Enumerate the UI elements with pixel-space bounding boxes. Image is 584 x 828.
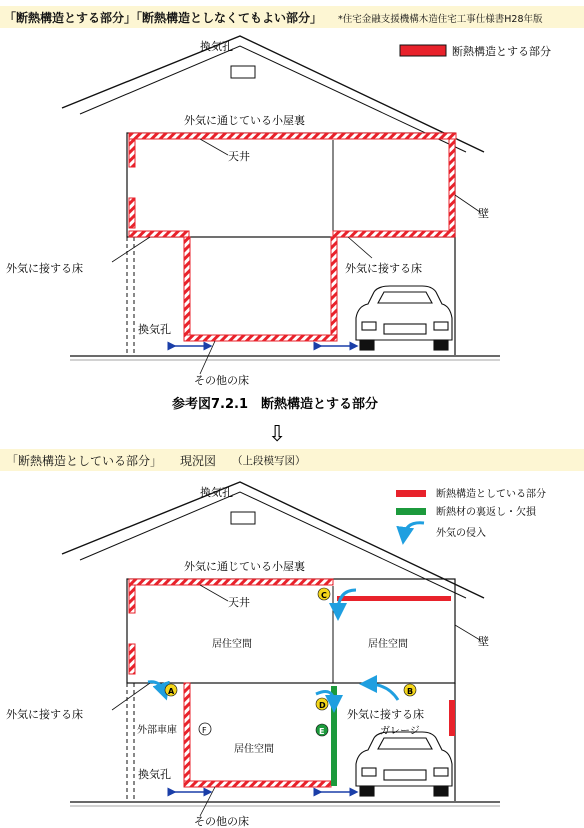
svg-text:F: F [202,726,207,735]
fig1-other-floor-label: その他の床 [194,374,249,387]
fig1-ins-left-wall-a [129,139,135,167]
fig2-ins-upper-right [337,596,451,601]
fig2-floor-left-label: 外気に接する床 [6,708,83,721]
fig2-car-icon [356,732,452,796]
svg-text:A: A [168,687,175,696]
fig1-attic-label: 外気に通じている小屋裏 [184,114,305,127]
section2-subtitle: 現況図 [180,454,217,468]
fig2-living-upper-left: 居住空間 [212,639,252,650]
fig1-ceiling-label: 天井 [228,150,250,163]
fig1-vent-top-label: 換気孔 [200,40,233,53]
fig1-wall-label: 壁 [478,207,489,220]
roof2-vent [231,512,255,524]
section2-title: 「断熱構造としている部分」 [6,454,163,468]
fig1-ins-lower-right [331,237,337,341]
transition-arrow-icon: ⇩ [268,422,287,447]
fig2-vent-bottom-label: 換気孔 [138,768,171,781]
fig2-ins-left-wall-a [129,585,135,613]
fig2-wall-leader [455,625,480,640]
legend2-reversed-swatch [396,508,426,515]
fig1-floor-right-leader [348,237,372,258]
fig2-wall-label: 壁 [478,635,489,648]
figure1 [6,36,551,412]
fig2-ins-ground-floor [184,781,331,787]
marker-a [165,684,177,696]
fig1-wall-leader [455,195,480,212]
fig2-living-lower: 居住空間 [234,744,274,755]
fig2-attic-label: 外気に通じている小屋裏 [184,560,305,573]
svg-text:C: C [321,591,327,600]
fig1-ins-ground-floor [184,335,337,341]
fig2-garage-label: ガレージ [380,726,420,737]
fig1-ins-ceiling [129,133,456,139]
fig2-ceiling-leader [200,585,228,601]
legend1-label: 断熱構造とする部分 [452,45,551,58]
fig1-ins-floor-left [129,231,189,237]
fig1-upper-floor [127,133,455,237]
fig1-floor-right-label: 外気に接する床 [345,262,422,275]
fig1-floor-left-leader [112,237,150,262]
marker-e [316,724,328,736]
legend2-air-arrow-icon [404,523,424,536]
fig2-upper-floor [127,579,455,683]
fig1-ins-right-wall [449,139,455,237]
legend2-air-label: 外気の侵入 [436,528,486,539]
fig2-other-floor-label: その他の床 [194,815,249,828]
fig1-ins-lower-left [184,237,190,341]
fig2-ceiling-label: 天井 [228,596,250,609]
fig1-car-icon [356,286,452,350]
fig2-ins-garage-wall [449,700,455,736]
fig1-vent-bottom-label: 換気孔 [138,323,171,336]
fig2-ins-lower-left [184,683,190,787]
marker-d [316,698,328,710]
legend2-reversed-label: 断熱材の裏返し・欠損 [436,507,536,518]
fig2-floor-left-leader [112,683,150,710]
figure2 [6,482,546,828]
legend1-swatch [400,45,446,56]
marker-f [199,723,211,735]
svg-text:B: B [407,687,414,696]
fig2-ins-ceiling [129,579,333,585]
banner-title: 「断熱構造とする部分」「断熱構造としなくてもよい部分」 [4,11,323,25]
fig2-garage-outside-label: 外部車庫 [137,725,177,736]
fig1-ins-floor-right [333,231,455,237]
fig2-vent-top-label: 換気孔 [200,486,233,499]
fig1-caption: 参考図7.2.1 断熱構造とする部分 [172,397,379,412]
fig1-ins-left-wall-b [129,198,135,228]
roof1-vent [231,66,255,78]
marker-c [318,588,330,600]
svg-text:E: E [319,727,325,736]
fig1-floor-left-label: 外気に接する床 [6,262,83,275]
marker-b [404,684,416,696]
air-arrow-b-icon [368,684,398,700]
svg-text:D: D [319,701,326,710]
banner-source: *住宅金融支援機構木造住宅工事仕様書H28年版 [338,14,543,25]
section2-note: （上段模写図） [232,455,306,467]
legend2-insulated-swatch [396,490,426,497]
fig2-ins-left-wall-b [129,644,135,674]
fig2-floor-right-label: 外気に接する床 [347,708,424,721]
fig2-living-upper-right: 居住空間 [368,639,408,650]
legend2-insulated-label: 断熱構造としている部分 [436,489,546,500]
fig1-ceiling-leader [200,139,228,155]
